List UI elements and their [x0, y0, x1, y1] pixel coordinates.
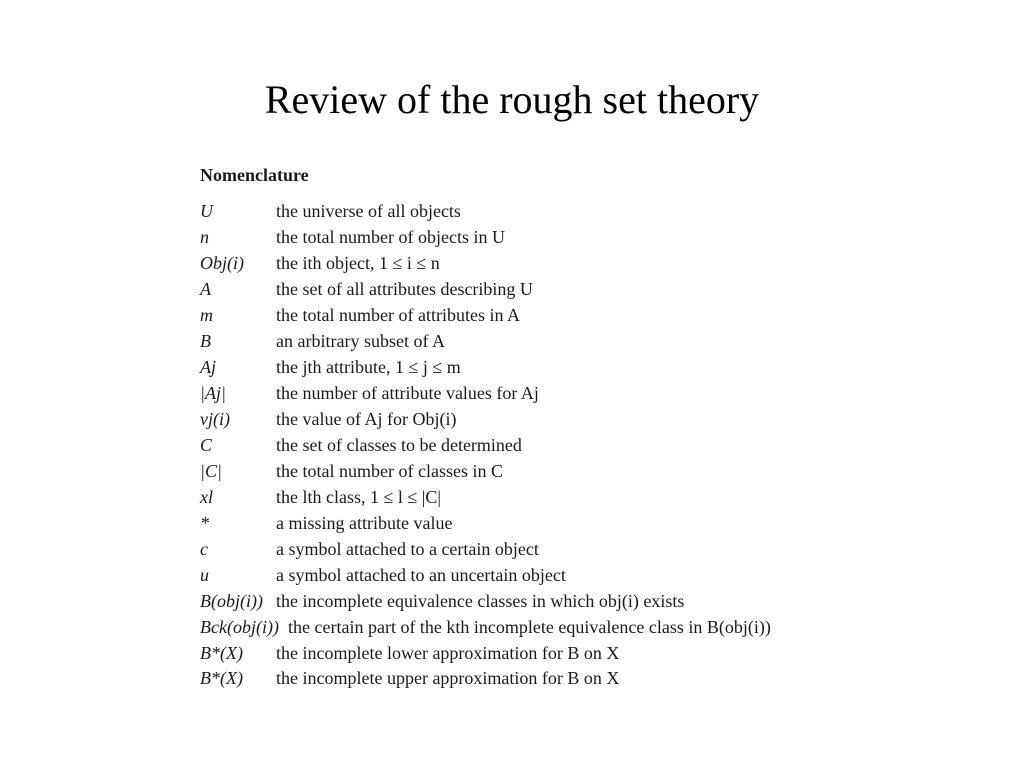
- nomenclature-definition: a symbol attached to an uncertain object: [276, 565, 566, 585]
- nomenclature-symbol: B*(X): [200, 643, 243, 663]
- nomenclature-symbol: |Aj|: [200, 383, 226, 403]
- nomenclature-symbol: A: [200, 279, 211, 299]
- nomenclature-heading: Nomenclature: [200, 165, 309, 185]
- nomenclature-symbol: Aj: [200, 357, 216, 377]
- nomenclature-symbol: U: [200, 201, 213, 221]
- nomenclature-definition: the total number of objects in U: [276, 227, 505, 247]
- nomenclature-symbol: c: [200, 539, 208, 559]
- nomenclature-symbol: B: [200, 331, 211, 351]
- slide-title: Review of the rough set theory: [264, 77, 760, 122]
- nomenclature-definition: the set of all attributes describing U: [276, 279, 533, 299]
- nomenclature-definition: a symbol attached to a certain object: [276, 539, 539, 559]
- nomenclature-definition: the set of classes to be determined: [276, 435, 522, 455]
- nomenclature-symbol: |C|: [200, 461, 222, 481]
- nomenclature-symbol: C: [200, 435, 213, 455]
- nomenclature-definition: the incomplete upper approximation for B on X: [276, 668, 620, 688]
- nomenclature-symbol: m: [200, 305, 213, 325]
- nomenclature-definition: the number of attribute values for Aj: [276, 383, 539, 403]
- nomenclature-definition: the total number of attributes in A: [276, 305, 520, 325]
- nomenclature-definition: an arbitrary subset of A: [276, 331, 445, 351]
- nomenclature-table: [200, 162, 900, 688]
- nomenclature-symbol: u: [200, 565, 209, 585]
- nomenclature-definition: the value of Aj for Obj(i): [276, 409, 457, 429]
- nomenclature-symbol: Obj(i): [200, 253, 244, 273]
- nomenclature-definition: the jth attribute, 1 ≤ j ≤ m: [276, 357, 461, 377]
- nomenclature-symbol: vj(i): [200, 409, 230, 429]
- nomenclature-symbol: B(obj(i)): [200, 591, 263, 611]
- nomenclature-definition: the incomplete lower approximation for B on X: [276, 643, 620, 663]
- nomenclature-symbol: n: [200, 227, 209, 247]
- nomenclature-symbol: xl: [200, 487, 213, 507]
- nomenclature-definition: the incomplete equivalence classes in which obj(i) exists: [276, 591, 685, 611]
- nomenclature-definition: a missing attribute value: [276, 513, 453, 533]
- nomenclature-definition: the total number of classes in C: [276, 461, 503, 481]
- nomenclature-definition: the universe of all objects: [276, 201, 461, 221]
- nomenclature-symbol: Bck(obj(i)): [200, 617, 279, 637]
- nomenclature-definition: the ith object, 1 ≤ i ≤ n: [276, 253, 440, 273]
- nomenclature-symbol: B*(X): [200, 668, 243, 688]
- nomenclature-definition: the certain part of the kth incomplete equivalence class in B(obj(i)): [288, 617, 771, 637]
- nomenclature-definition: the lth class, 1 ≤ l ≤ |C|: [276, 487, 441, 507]
- nomenclature-symbol: *: [200, 513, 209, 533]
